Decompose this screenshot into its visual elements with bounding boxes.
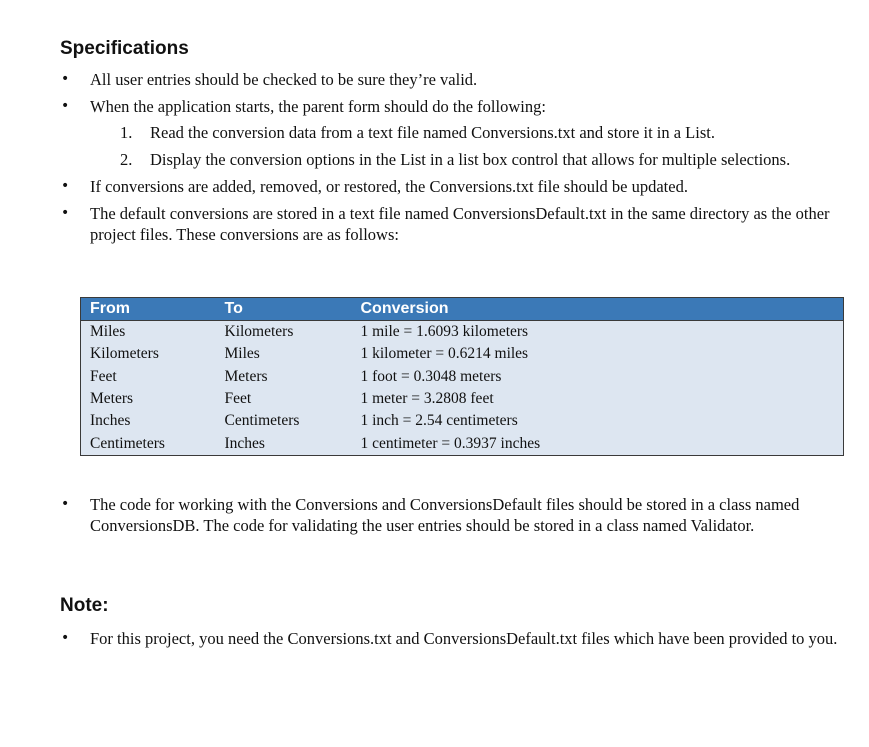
cell-to: Feet	[224, 390, 252, 408]
classes-list	[0, 494, 869, 536]
note-list	[0, 628, 869, 649]
step-text: Read the conversion data from a text file named Conversions.txt and store it in a List.	[150, 123, 715, 142]
step-number: 2.	[120, 150, 133, 169]
cell-from: Meters	[90, 390, 134, 408]
cell-from: Miles	[90, 323, 126, 341]
cell-to: Meters	[224, 367, 268, 385]
cell-conversion: 1 kilometer = 0.6214 miles	[360, 345, 529, 363]
bullet-icon: •	[61, 630, 70, 646]
cell-conversion: 1 centimeter = 0.3937 inches	[360, 434, 541, 452]
cell-conversion: 1 inch = 2.54 centimeters	[360, 412, 518, 430]
column-header-conversion: Conversion	[352, 298, 844, 321]
cell-conversion: 1 mile = 1.6093 kilometers	[360, 323, 529, 341]
cell-conversion: 1 foot = 0.3048 meters	[360, 367, 502, 385]
step-item	[90, 122, 839, 143]
note-heading: Note:	[60, 595, 109, 616]
table-header-row	[81, 298, 844, 321]
cell-conversion: 1 meter = 3.2808 feet	[360, 390, 494, 408]
list-item	[0, 203, 869, 245]
list-item	[0, 494, 869, 536]
step-item	[90, 149, 839, 170]
column-header-from: From	[81, 298, 216, 321]
step-text: Display the conversion options in the List in a list box control that allows for multiple selections.	[150, 150, 791, 169]
step-number: 1.	[120, 123, 133, 142]
cell-to: Kilometers	[224, 323, 294, 341]
list-item	[0, 96, 869, 170]
cell-from: Inches	[90, 412, 131, 430]
table-row	[81, 410, 844, 432]
specifications-list	[0, 69, 869, 251]
cell-from: Kilometers	[90, 345, 159, 363]
specifications-heading: Specifications	[60, 38, 189, 59]
bullet-icon: •	[61, 178, 70, 194]
table-row	[81, 388, 844, 410]
note-bullet-text: For this project, you need the Conversions.txt and ConversionsDefault.txt files which have been provided to you.	[90, 629, 838, 648]
list-item	[0, 628, 869, 649]
cell-from: Centimeters	[90, 434, 165, 452]
table-row	[81, 432, 844, 455]
startup-steps-list	[90, 122, 839, 170]
list-item	[0, 69, 869, 90]
cell-from: Feet	[90, 367, 117, 385]
table-row	[81, 366, 844, 388]
bullet-icon: •	[61, 496, 70, 512]
classes-bullet-text: The code for working with the Conversions and ConversionsDefault files should be stored in a class named ConversionsDB. The code for validating the user entries should be stored in a class named Validator.	[90, 495, 800, 535]
cell-to: Miles	[224, 345, 260, 363]
cell-to: Centimeters	[224, 412, 300, 430]
cell-to: Inches	[224, 434, 265, 452]
spec-bullet-text: The default conversions are stored in a text file named ConversionsDefault.txt in the same directory as the other project files. These conversions are as follows:	[90, 204, 830, 244]
conversions-table	[80, 297, 844, 456]
spec-bullet-text: If conversions are added, removed, or restored, the Conversions.txt file should be updated.	[90, 177, 688, 196]
spec-bullet-text: All user entries should be checked to be sure they’re valid.	[90, 70, 478, 89]
bullet-icon: •	[61, 71, 70, 87]
bullet-icon: •	[61, 205, 70, 221]
spec-bullet-text: When the application starts, the parent form should do the following:	[90, 97, 546, 116]
list-item	[0, 176, 869, 197]
column-header-to: To	[216, 298, 352, 321]
table-row	[81, 343, 844, 365]
table-row	[81, 321, 844, 344]
bullet-icon: •	[61, 98, 70, 114]
